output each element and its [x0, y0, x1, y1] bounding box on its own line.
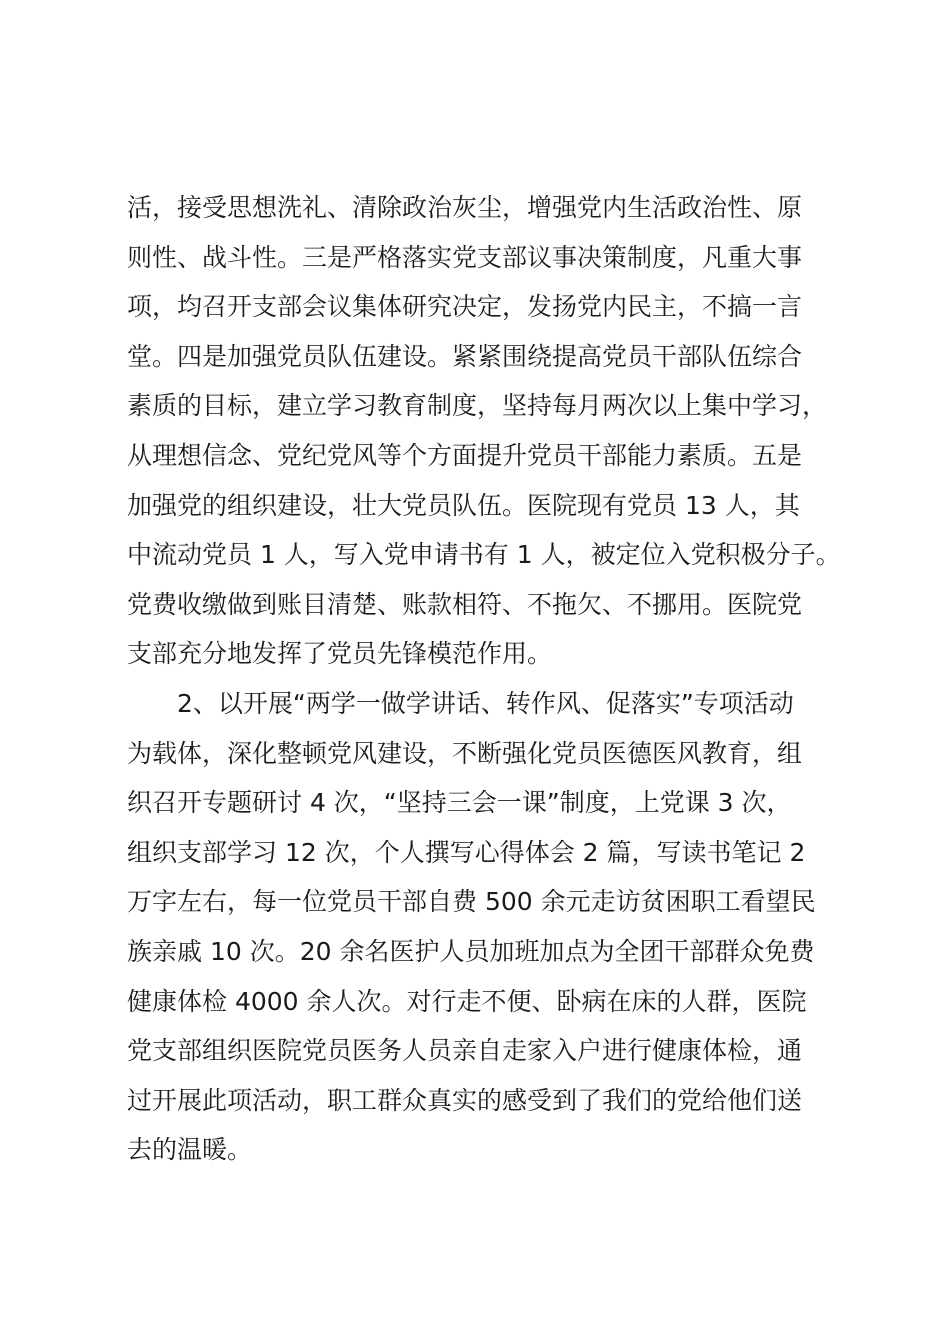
text-line: 堂。四是加强党员队伍建设。紧紧围绕提高党员干部队伍综合: [127, 341, 803, 371]
text-line: 为载体，深化整顿党风建设，不断强化党员医德医风教育，组: [127, 738, 803, 768]
paragraph-party-building: [127, 183, 841, 679]
text-line: 2、以开展“两学一做学讲话、转作风、促落实”专项活动: [177, 688, 794, 718]
text-line: 从理想信念、党纪党风等个方面提升党员干部能力素质。五是: [127, 440, 803, 470]
text-line: 项，均召开支部会议集体研究决定，发扬党内民主，不搞一言: [127, 292, 803, 322]
text-line: 党费收缴做到账目清楚、账款相符、不拖欠、不挪用。医院党: [127, 589, 803, 619]
text-line: 健康体检 4000 余人次。对行走不便、卧病在床的人群，医院: [127, 986, 807, 1016]
text-line: 加强党的组织建设，壮大党员队伍。医院现有党员 13 人，其: [127, 490, 800, 520]
document-body: [127, 183, 841, 1175]
text-line: 织召开专题研讨 4 次，“坚持三会一课”制度，上党课 3 次，: [127, 788, 792, 818]
paragraph-special-activity: [127, 679, 835, 1175]
text-line: 党支部组织医院党员医务人员亲自走家入户进行健康体检，通: [127, 1036, 803, 1066]
text-line: 支部充分地发挥了党员先锋模范作用。: [127, 639, 553, 669]
text-line: 则性、战斗性。三是严格落实党支部议事决策制度，凡重大事: [127, 242, 803, 272]
text-line: 过开展此项活动，职工群众真实的感受到了我们的党给他们送: [127, 1085, 803, 1115]
text-line: 组织支部学习 12 次，个人撰写心得体会 2 篇，写读书笔记 2: [127, 837, 806, 867]
text-line: 中流动党员 1 人，写入党申请书有 1 人，被定位入党积极分子。: [127, 540, 841, 570]
text-line: 素质的目标，建立学习教育制度，坚持每月两次以上集中学习，: [127, 391, 828, 421]
text-line: 族亲戚 10 次。20 余名医护人员加班加点为全团干部群众免费: [127, 936, 815, 966]
text-line: 去的温暖。: [127, 1135, 253, 1165]
text-line: 万字左右，每一位党员干部自费 500 余元走访贫困职工看望民: [127, 887, 816, 917]
text-line: 活，接受思想洗礼、清除政治灰尘，增强党内生活政治性、原: [127, 193, 803, 222]
